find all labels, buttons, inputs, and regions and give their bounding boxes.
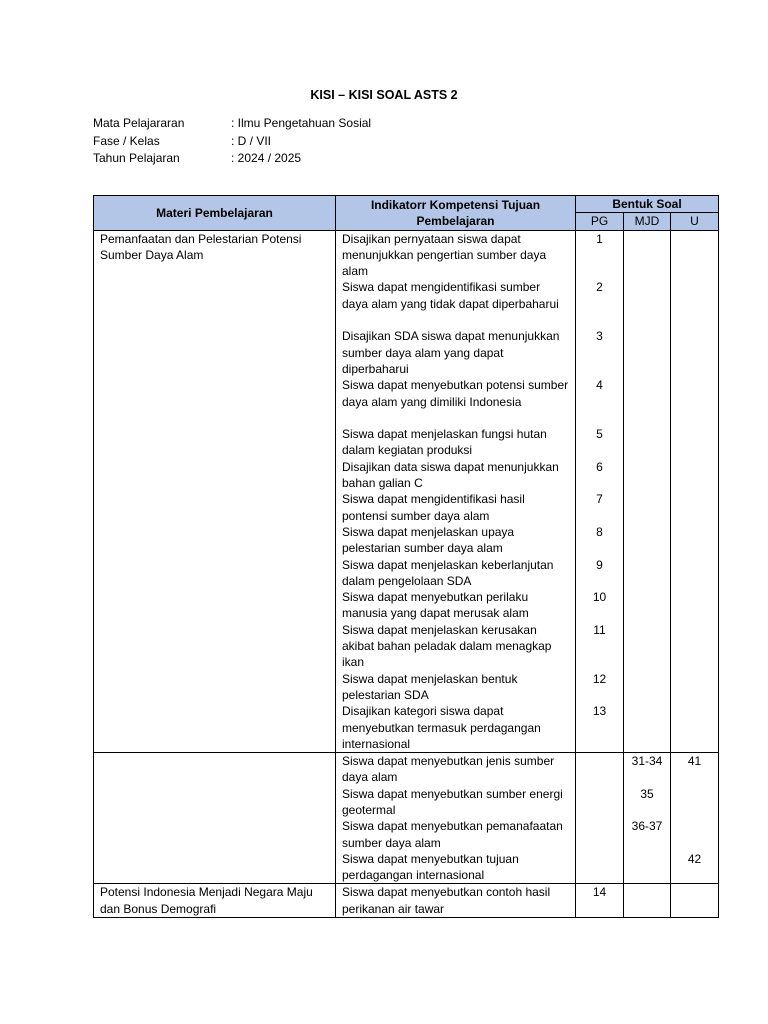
- u-value: [671, 524, 718, 557]
- pg-value: 13: [592, 704, 607, 719]
- u-cell: [671, 230, 719, 753]
- indikator-item: Siswa dapat menyebutkan tujuan perdagangan internasional: [342, 851, 519, 883]
- table-row: [94, 753, 719, 884]
- u-value: 41: [687, 754, 702, 769]
- document-title: KISI – KISI SOAL ASTS 2: [310, 88, 458, 102]
- pg-value: 12: [592, 671, 607, 686]
- mjd-value: [624, 524, 670, 557]
- mjd-value: [624, 231, 670, 280]
- indikator-item: Siswa dapat menjelaskan upaya pelestarian sumber daya alam: [342, 524, 515, 556]
- indikator-cell: [336, 884, 576, 918]
- mjd-value: [624, 491, 670, 524]
- mjd-value: [624, 622, 670, 671]
- indikator-cell: [336, 230, 576, 753]
- meta-value: : 2024 / 2025: [231, 151, 302, 165]
- meta-label: Fase / Kelas: [93, 133, 160, 148]
- pg-value: 4: [596, 378, 603, 393]
- mjd-value: 36-37: [631, 819, 663, 834]
- table-row: [94, 230, 719, 753]
- indikator-item: Siswa dapat menyebutkan pemanafaatan sumber daya alam: [342, 819, 563, 850]
- mjd-value: [624, 459, 670, 492]
- meta-row: [93, 115, 371, 133]
- indikator-item: Siswa dapat menjelaskan bentuk pelestarian SDA: [342, 671, 518, 702]
- indikator-item: Disajikan data siswa dapat menunjukkan bahan galian C: [342, 459, 559, 491]
- mjd-value: 31-34: [631, 754, 663, 769]
- mjd-value: [624, 671, 670, 704]
- pg-value: 11: [593, 622, 606, 637]
- meta-row: [93, 150, 371, 168]
- u-value: [671, 377, 718, 426]
- mjd-value: [624, 279, 670, 328]
- mjd-value: [624, 884, 670, 917]
- pg-value: [576, 851, 623, 884]
- u-value: [671, 671, 718, 704]
- materi-cell: [94, 753, 336, 884]
- pg-value: 14: [592, 885, 607, 900]
- indikator-cell: [336, 753, 576, 884]
- mjd-value: [624, 589, 670, 622]
- table-row: [94, 884, 719, 918]
- mjd-value: [624, 328, 670, 377]
- pg-value: 3: [596, 329, 603, 344]
- pg-value: 6: [596, 459, 603, 474]
- pg-value: 9: [596, 557, 603, 572]
- meta-label: Mata Pelajararan: [93, 116, 185, 130]
- u-value: [671, 622, 718, 671]
- u-value: [671, 557, 718, 590]
- indikator-item: Siswa dapat menjelaskan fungsi hutan dalam kegiatan produksi: [342, 427, 547, 458]
- pg-value: [576, 818, 623, 851]
- u-value: [671, 703, 718, 752]
- mjd-value: [624, 377, 670, 426]
- indikator-item: Siswa dapat mengidentifikasi sumber daya alam yang tidak dapat diperbaharui: [342, 280, 559, 311]
- header-indikator: Indikatorr Kompetensi Tujuan Pembelajaran: [336, 196, 576, 231]
- indikator-item: Siswa dapat menyebutkan jenis sumber daya alam: [342, 754, 555, 785]
- u-value: [671, 231, 718, 280]
- u-value: [671, 279, 718, 328]
- indikator-item: Disajikan kategori siswa dapat menyebutkan termasuk perdagangan internasional: [342, 704, 541, 751]
- indikator-item: Siswa dapat menyebutkan potensi sumber daya alam yang dimiliki Indonesia: [342, 378, 569, 409]
- u-value: [671, 328, 718, 377]
- indikator-item: Siswa dapat menyebutkan perilaku manusia yang dapat merusak alam: [342, 590, 529, 621]
- mjd-value: [624, 557, 670, 590]
- u-value: [671, 884, 718, 917]
- pg-value: 2: [596, 280, 603, 295]
- indikator-item: Siswa dapat menjelaskan kerusakan akibat bahan peladak dalam menagkap ikan: [342, 622, 552, 670]
- mjd-cell: [624, 230, 671, 753]
- header-materi: Materi Pembelajaran: [94, 196, 336, 231]
- mjd-cell: [624, 753, 671, 884]
- u-value: [671, 589, 718, 622]
- materi-cell: Pemanfaatan dan Pelestarian Potensi Sumber Daya Alam: [94, 230, 336, 753]
- u-value: [671, 459, 718, 492]
- header-u: U: [671, 213, 719, 230]
- u-cell: [671, 753, 719, 884]
- meta-row: [93, 133, 371, 151]
- header-bentuk-soal: Bentuk Soal: [576, 196, 719, 213]
- mjd-value: [624, 703, 670, 752]
- u-cell: [671, 884, 719, 918]
- kisi-table: [93, 195, 719, 918]
- meta-value: : D / VII: [231, 133, 272, 148]
- indikator-item: Siswa dapat menjelaskan keberlanjutan dalam pengelolaan SDA: [342, 557, 554, 588]
- meta-label: Tahun Pelajaran: [93, 151, 180, 165]
- pg-value: 10: [592, 590, 607, 605]
- pg-cell: [576, 884, 624, 918]
- u-value: [671, 426, 718, 459]
- indikator-item: Siswa dapat menyebutkan contoh hasil perikanan air tawar: [342, 885, 551, 916]
- u-value: [671, 786, 718, 819]
- mjd-value: [624, 426, 670, 459]
- materi-cell: Potensi Indonesia Menjadi Negara Maju dan Bonus Demografi: [94, 884, 336, 918]
- pg-value: [576, 753, 623, 786]
- document-meta: [93, 115, 371, 168]
- u-value: 42: [687, 851, 702, 866]
- pg-value: 1: [596, 231, 603, 246]
- indikator-item: Disajikan pernyataan siswa dapat menunjukkan pengertian sumber daya alam: [342, 231, 547, 279]
- header-pg: PG: [576, 213, 624, 230]
- mjd-cell: [624, 884, 671, 918]
- indikator-item: Siswa dapat menyebutkan sumber energi geotermal: [342, 786, 563, 817]
- pg-cell: [576, 230, 624, 753]
- pg-value: [576, 786, 623, 819]
- meta-value: : Ilmu Pengetahuan Sosial: [231, 116, 372, 130]
- header-row: [94, 196, 719, 213]
- pg-value: 7: [596, 492, 603, 507]
- indikator-item: Disajikan SDA siswa dapat menunjukkan sumber daya alam yang dapat diperbaharui: [342, 329, 560, 376]
- pg-cell: [576, 753, 624, 884]
- indikator-item: Siswa dapat mengidentifikasi hasil pontensi sumber daya alam: [342, 492, 525, 523]
- pg-value: 8: [596, 524, 603, 539]
- mjd-value: 35: [640, 786, 654, 801]
- u-value: [671, 818, 718, 851]
- u-value: [671, 491, 718, 524]
- pg-value: 5: [596, 427, 603, 442]
- header-mjd: MJD: [624, 213, 671, 230]
- mjd-value: [624, 851, 670, 884]
